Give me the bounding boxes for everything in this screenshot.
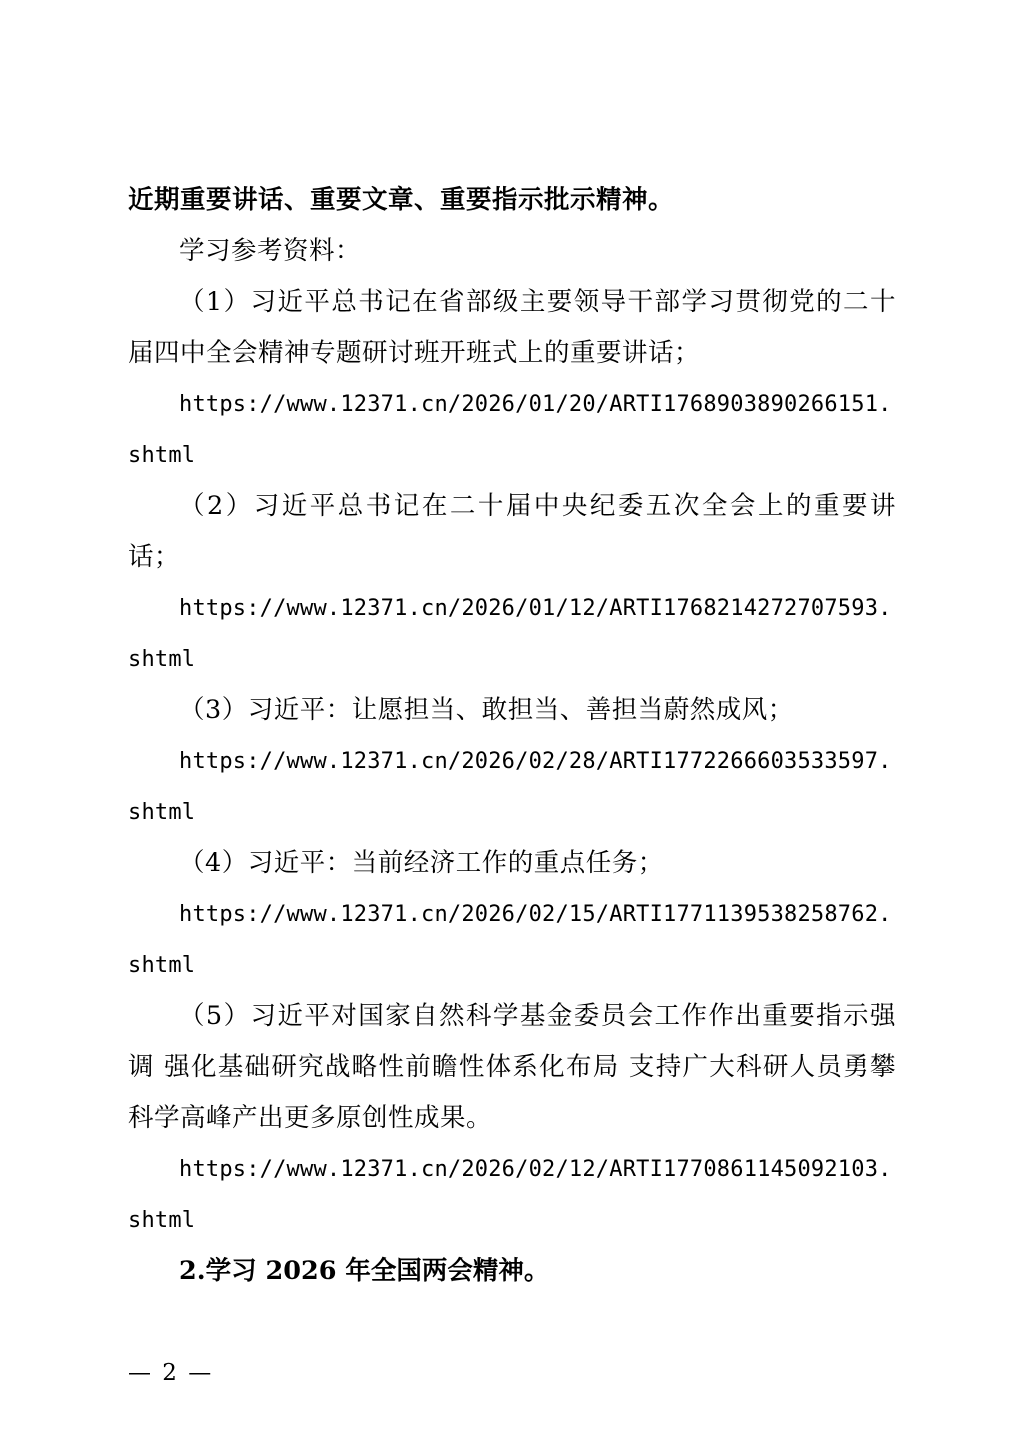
paragraph-item-4: （4）习近平：当前经济工作的重点任务； (179, 848, 664, 878)
url-item-1: https://www.12371.cn/2026/01/20/ARTI1768903890266151.shtml (128, 392, 892, 468)
paragraph-item-5: （5）习近平对国家自然科学基金委员会工作作出重要指示强调 强化基础研究战略性前瞻性体系化布局 支持广大科研人员勇攀科学高峰产出更多原创性成果。 (128, 1001, 896, 1133)
heading-section-2: 2.学习 2026 年全国两会精神。 (179, 1256, 550, 1286)
paragraph-item-3: （3）习近平：让愿担当、敢担当、善担当蔚然成风； (179, 695, 794, 725)
heading-continued: 近期重要讲话、重要文章、重要指示批示精神。 (128, 185, 675, 215)
paragraph-study-materials-label: 学习参考资料： (179, 236, 362, 266)
document-body (128, 175, 896, 1297)
url-item-3: https://www.12371.cn/2026/02/28/ARTI1772266603533597.shtml (128, 749, 892, 825)
paragraph-item-1: （1）习近平总书记在省部级主要领导干部学习贯彻党的二十届四中全会精神专题研讨班开班式上的重要讲话； (128, 287, 896, 368)
url-item-2: https://www.12371.cn/2026/01/12/ARTI1768214272707593.shtml (128, 596, 892, 672)
page-number: — 2 — (128, 1360, 214, 1386)
url-item-4: https://www.12371.cn/2026/02/15/ARTI1771139538258762.shtml (128, 902, 892, 978)
paragraph-item-2: （2）习近平总书记在二十届中央纪委五次全会上的重要讲话； (128, 491, 896, 572)
url-item-5: https://www.12371.cn/2026/02/12/ARTI1770861145092103.shtml (128, 1157, 892, 1233)
